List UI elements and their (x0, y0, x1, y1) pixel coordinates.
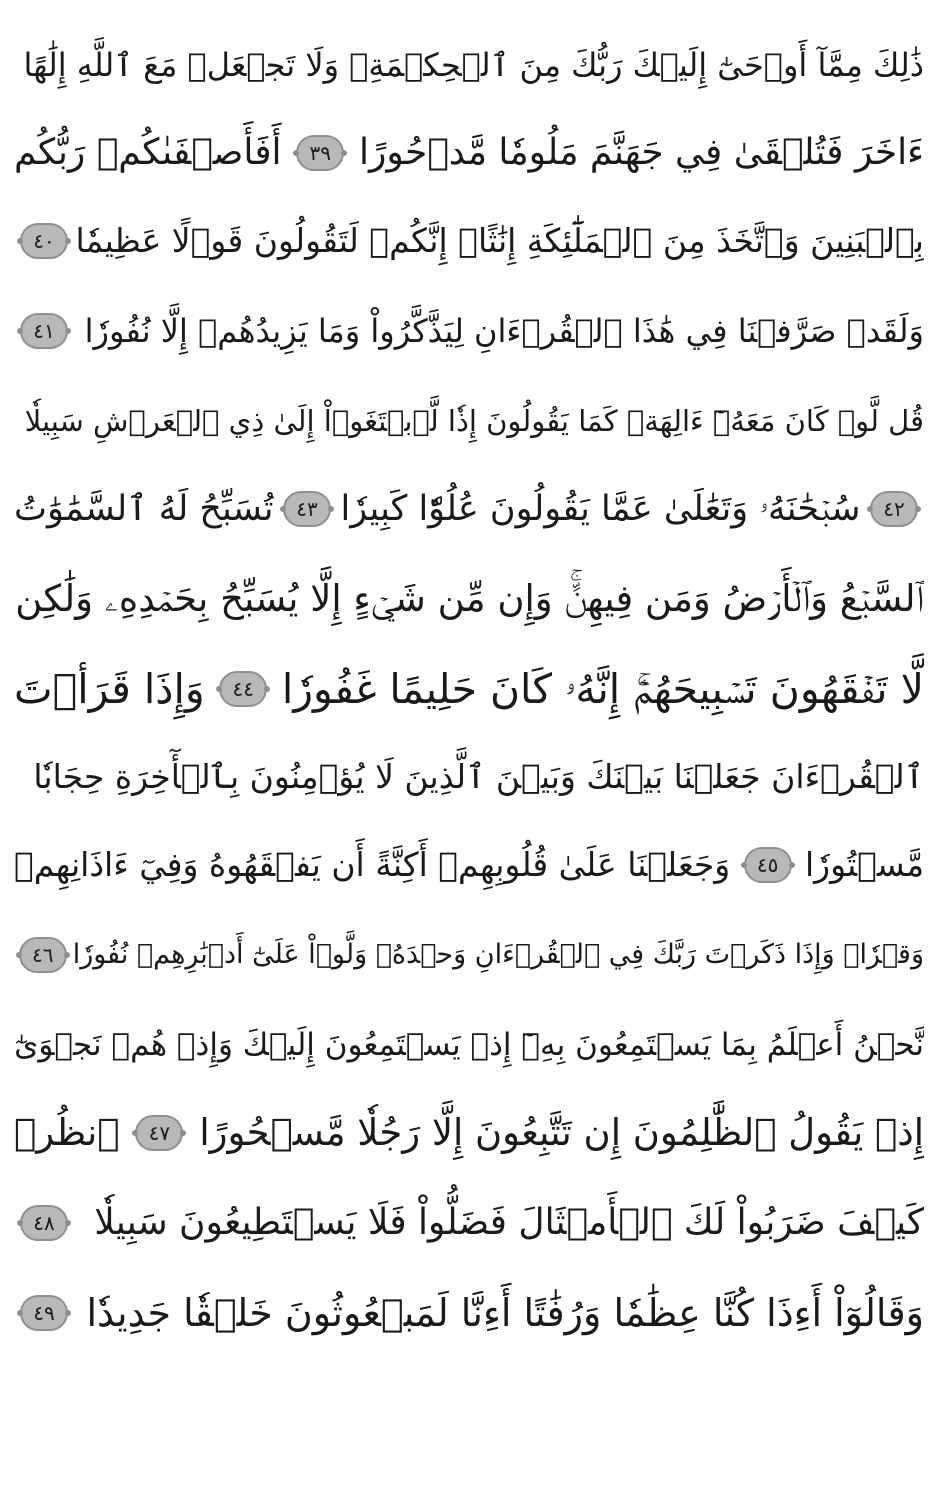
ayah-number-marker (219, 671, 267, 707)
ayah-number-marker (135, 1115, 183, 1151)
text-line (14, 376, 924, 466)
verse-text: وَجَعَلۡنَا عَلَىٰ قُلُوبِهِمۡ أَكِنَّةً أَن يَفۡقَهُوهُ وَفِيٓ ءَاذَانِهِمۡ (14, 845, 731, 884)
ayah-number-marker (870, 491, 918, 527)
verse-text: ذَٰلِكَ مِمَّآ أَوۡحَىٰٓ إِلَيۡكَ رَبُّكَ مِنَ ٱلۡحِكۡمَةِۗ وَلَا تَجۡعَلۡ مَعَ ٱللَّهِ إِلَٰهًا (23, 46, 924, 84)
ayah-number: ٤٣ (296, 497, 318, 521)
ayah-number-marker (296, 135, 344, 171)
ayah-number-marker (19, 937, 67, 973)
ayah-number: ٤٧ (148, 1121, 171, 1145)
verse-text: وَإِذَا قَرَأۡتَ (14, 665, 205, 713)
verse-text: ٱنظُرۡ (14, 1111, 120, 1154)
ayah-number-marker (20, 223, 68, 259)
ayah-number-marker (20, 313, 68, 349)
ayah-number: ٤٢ (883, 497, 905, 521)
quran-page (14, 0, 924, 1512)
text-line (14, 1268, 924, 1358)
text-line (14, 464, 924, 554)
text-line (14, 286, 924, 376)
ayah-number: ٤٩ (33, 1301, 55, 1325)
text-line (14, 644, 924, 734)
text-line (14, 196, 924, 286)
ayah-number: ٤٨ (33, 1211, 55, 1235)
ayah-number: ٤٤ (232, 677, 255, 701)
verse-text: ٱلسَّبۡعُ وَٱلۡأَرۡضُ وَمَن فِيهِنَّۚ وَإِن مِّن شَيۡءٍ إِلَّا يُسَبِّحُ بِحَمۡدِهِۦ وَلَٰكِن (15, 577, 924, 620)
text-line (14, 910, 924, 1000)
text-line (14, 1000, 924, 1090)
text-line (14, 1178, 924, 1268)
ayah-number-marker (744, 847, 792, 883)
verse-text: وَلَقَدۡ صَرَّفۡنَا فِي هَٰذَا ٱلۡقُرۡءَانِ لِيَذَّكَّرُواْ وَمَا يَزِيدُهُمۡ إِلَّا نُفُورٗا (84, 312, 924, 350)
verse-text: أَفَأَصۡفَىٰكُمۡ رَبُّكُم (14, 132, 282, 173)
verse-text: ءَاخَرَ فَتُلۡقَىٰ فِي جَهَنَّمَ مَلُومٗا مَّدۡحُورًا (358, 132, 924, 173)
text-line (14, 554, 924, 644)
ayah-number-marker (283, 491, 331, 527)
ayah-number: ٤٦ (31, 943, 54, 967)
ayah-number: ٣٩ (309, 141, 332, 165)
verse-text: لَّا تَفۡقَهُونَ تَسۡبِيحَهُمۡۚ إِنَّهُۥ كَانَ حَلِيمًا غَفُورٗا (281, 665, 924, 713)
verse-text: نَّحۡنُ أَعۡلَمُ بِمَا يَسۡتَمِعُونَ بِهِۦٓ إِذۡ يَسۡتَمِعُونَ إِلَيۡكَ وَإِذۡ هُمۡ نَجۡوَىٰٓ (14, 1027, 924, 1063)
verse-text: ٱلۡقُرۡءَانَ جَعَلۡنَا بَيۡنَكَ وَبَيۡنَ ٱلَّذِينَ لَا يُؤۡمِنُونَ بِٱلۡأٓخِرَةِ حِجَابٗا (33, 757, 924, 796)
verse-text: إِذۡ يَقُولُ ٱلظَّٰلِمُونَ إِن تَتَّبِعُونَ إِلَّا رَجُلٗا مَّسۡحُورًا (199, 1111, 924, 1154)
verse-text: قُل لَّوۡ كَانَ مَعَهُۥٓ ءَالِهَةٞ كَمَا يَقُولُونَ إِذٗا لَّٱبۡتَغَوۡاْ إِلَىٰ ذِي ٱلۡعَرۡشِ سَبِيلٗا (24, 404, 924, 438)
text-line (14, 20, 924, 110)
verse-text: مَّسۡتُورٗا (804, 845, 924, 884)
ayah-number: ٤٥ (756, 853, 779, 877)
ayah-number: ٤١ (33, 319, 55, 343)
verse-text: وَقَالُوٓاْ أَءِذَا كُنَّا عِظَٰمٗا وَرُفَٰتًا أَءِنَّا لَمَبۡعُوثُونَ خَلۡقٗا جَدِيدٗا (86, 1291, 924, 1335)
ayah-number: ٤٠ (33, 229, 55, 253)
ayah-number-marker (20, 1205, 68, 1241)
text-line (14, 732, 924, 822)
text-line (14, 820, 924, 910)
ayah-number-marker (20, 1295, 68, 1331)
verse-text: تُسَبِّحُ لَهُ ٱلسَّمَٰوَٰتُ (14, 489, 274, 529)
text-line (14, 1088, 924, 1178)
verse-text: سُبۡحَٰنَهُۥ وَتَعَٰلَىٰ عَمَّا يَقُولُونَ عُلُوّٗا كَبِيرٗا (340, 489, 861, 529)
verse-text: وَقۡرٗاۚ وَإِذَا ذَكَرۡتَ رَبَّكَ فِي ٱلۡقُرۡءَانِ وَحۡدَهُۥ وَلَّوۡاْ عَلَىٰٓ أَدۡبَٰرِهِمۡ نُفُورٗا (72, 939, 924, 970)
text-line (14, 108, 924, 198)
verse-text: كَيۡفَ ضَرَبُواْ لَكَ ٱلۡأَمۡثَالَ فَضَلُّواْ فَلَا يَسۡتَطِيعُونَ سَبِيلٗا (94, 1202, 924, 1243)
verse-text: بِٱلۡبَنِينَ وَٱتَّخَذَ مِنَ ٱلۡمَلَٰٓئِكَةِ إِنَٰثًاۚ إِنَّكُمۡ لَتَقُولُونَ قَوۡلًا عَظِيمٗا (75, 221, 924, 260)
